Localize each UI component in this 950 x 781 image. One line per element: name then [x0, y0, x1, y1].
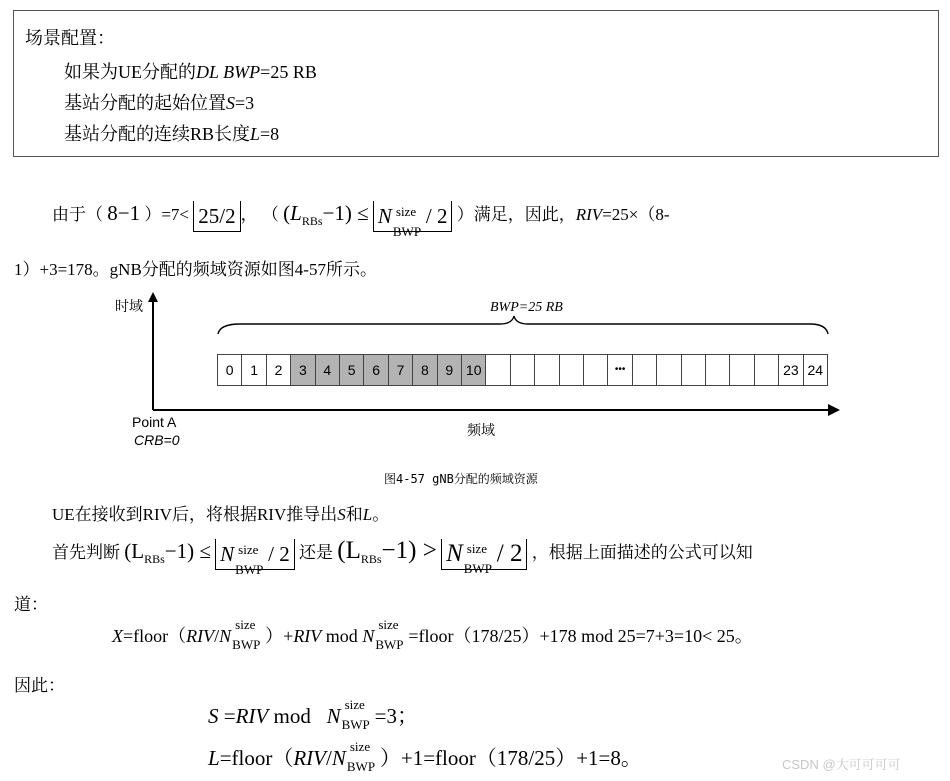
watermark: CSDN @大可可可可 — [782, 757, 901, 772]
rb-cell — [583, 354, 608, 386]
rb-cell — [729, 354, 754, 386]
rb-cell — [485, 354, 510, 386]
rb-cell: 8 — [412, 354, 437, 386]
rb-cell: 0 — [217, 354, 242, 386]
y-axis-label: 时域 — [115, 298, 143, 314]
rb-cell: 2 — [266, 354, 291, 386]
rb-cell — [534, 354, 559, 386]
rb-cell: 4 — [315, 354, 340, 386]
scenario-title: 场景配置： — [25, 28, 115, 48]
floor-expression: 25/2 — [193, 201, 240, 232]
rb-cell — [656, 354, 681, 386]
y-axis-arrow-icon — [148, 292, 158, 302]
condition-line-2: 1）+3=178。gNB分配的频域资源如图4-57所示。 — [14, 260, 377, 279]
judge-line-2: 道： — [14, 595, 48, 614]
scenario-line-bwp: 如果为UE分配的DL BWP=25 RB — [64, 62, 317, 82]
rb-cell — [681, 354, 706, 386]
rb-cell: 7 — [388, 354, 413, 386]
rb-cell: ••• — [607, 354, 632, 386]
scenario-box — [13, 10, 939, 157]
formula-x: X=floor（RIV/N size BWP ）+RIV mod N size BWP =floor（178/25）+178 mod 25=7+3=10< 25。 — [112, 616, 753, 652]
rb-cell — [754, 354, 779, 386]
condition-line: 由于（ 8−1 ）=7< 25/2 ， （ $(L_{RBs}-1) \le N$ size BWP / 2 ）满足，因此，RIV=25×（8- — [52, 201, 670, 239]
figure-caption: 图4-57 gNB分配的频域资源 — [384, 472, 538, 486]
frequency-resource-figure — [110, 290, 850, 448]
scenario-line-length: 基站分配的连续RB长度L=8 — [64, 124, 280, 144]
x-axis-label: 频域 — [467, 422, 495, 438]
rb-cell — [510, 354, 535, 386]
bwp-label: BWP=25 RB — [490, 300, 563, 315]
rb-cell: 6 — [363, 354, 388, 386]
crb-label: CRB=0 — [134, 432, 180, 448]
rb-cell: 3 — [290, 354, 315, 386]
rb-cell: 10 — [461, 354, 486, 386]
rb-cell: 9 — [437, 354, 462, 386]
point-a-label: Point A — [132, 414, 177, 430]
bwp-brace — [218, 316, 828, 334]
judge-line: 首先判断 $(L_{RBs}-1) \le N$ size BWP / 2 还是 $(L_{RBs}-1) > N$ size BWP / 2 ，根据上面描述的公式可以知 — [52, 537, 753, 577]
rb-cell: 5 — [339, 354, 364, 386]
scenario-line-start: 基站分配的起始位置S=3 — [64, 93, 255, 113]
rb-cell — [632, 354, 657, 386]
rb-cell: 23 — [778, 354, 803, 386]
rb-cell — [559, 354, 584, 386]
x-axis-arrow-icon — [828, 404, 840, 416]
rb-cell: 24 — [803, 354, 828, 386]
rb-cell — [705, 354, 730, 386]
rb-cell: 1 — [241, 354, 266, 386]
therefore-label: 因此： — [14, 676, 65, 695]
formula-l: L=floor（RIV/N size BWP ）+1=floor（178/25）+1=8。 — [208, 739, 642, 775]
formula-s: S =RIV mod N size BWP =3； — [208, 697, 418, 733]
derive-line: UE在接收到RIV后，将根据RIV推导出S和L。 — [52, 505, 390, 524]
